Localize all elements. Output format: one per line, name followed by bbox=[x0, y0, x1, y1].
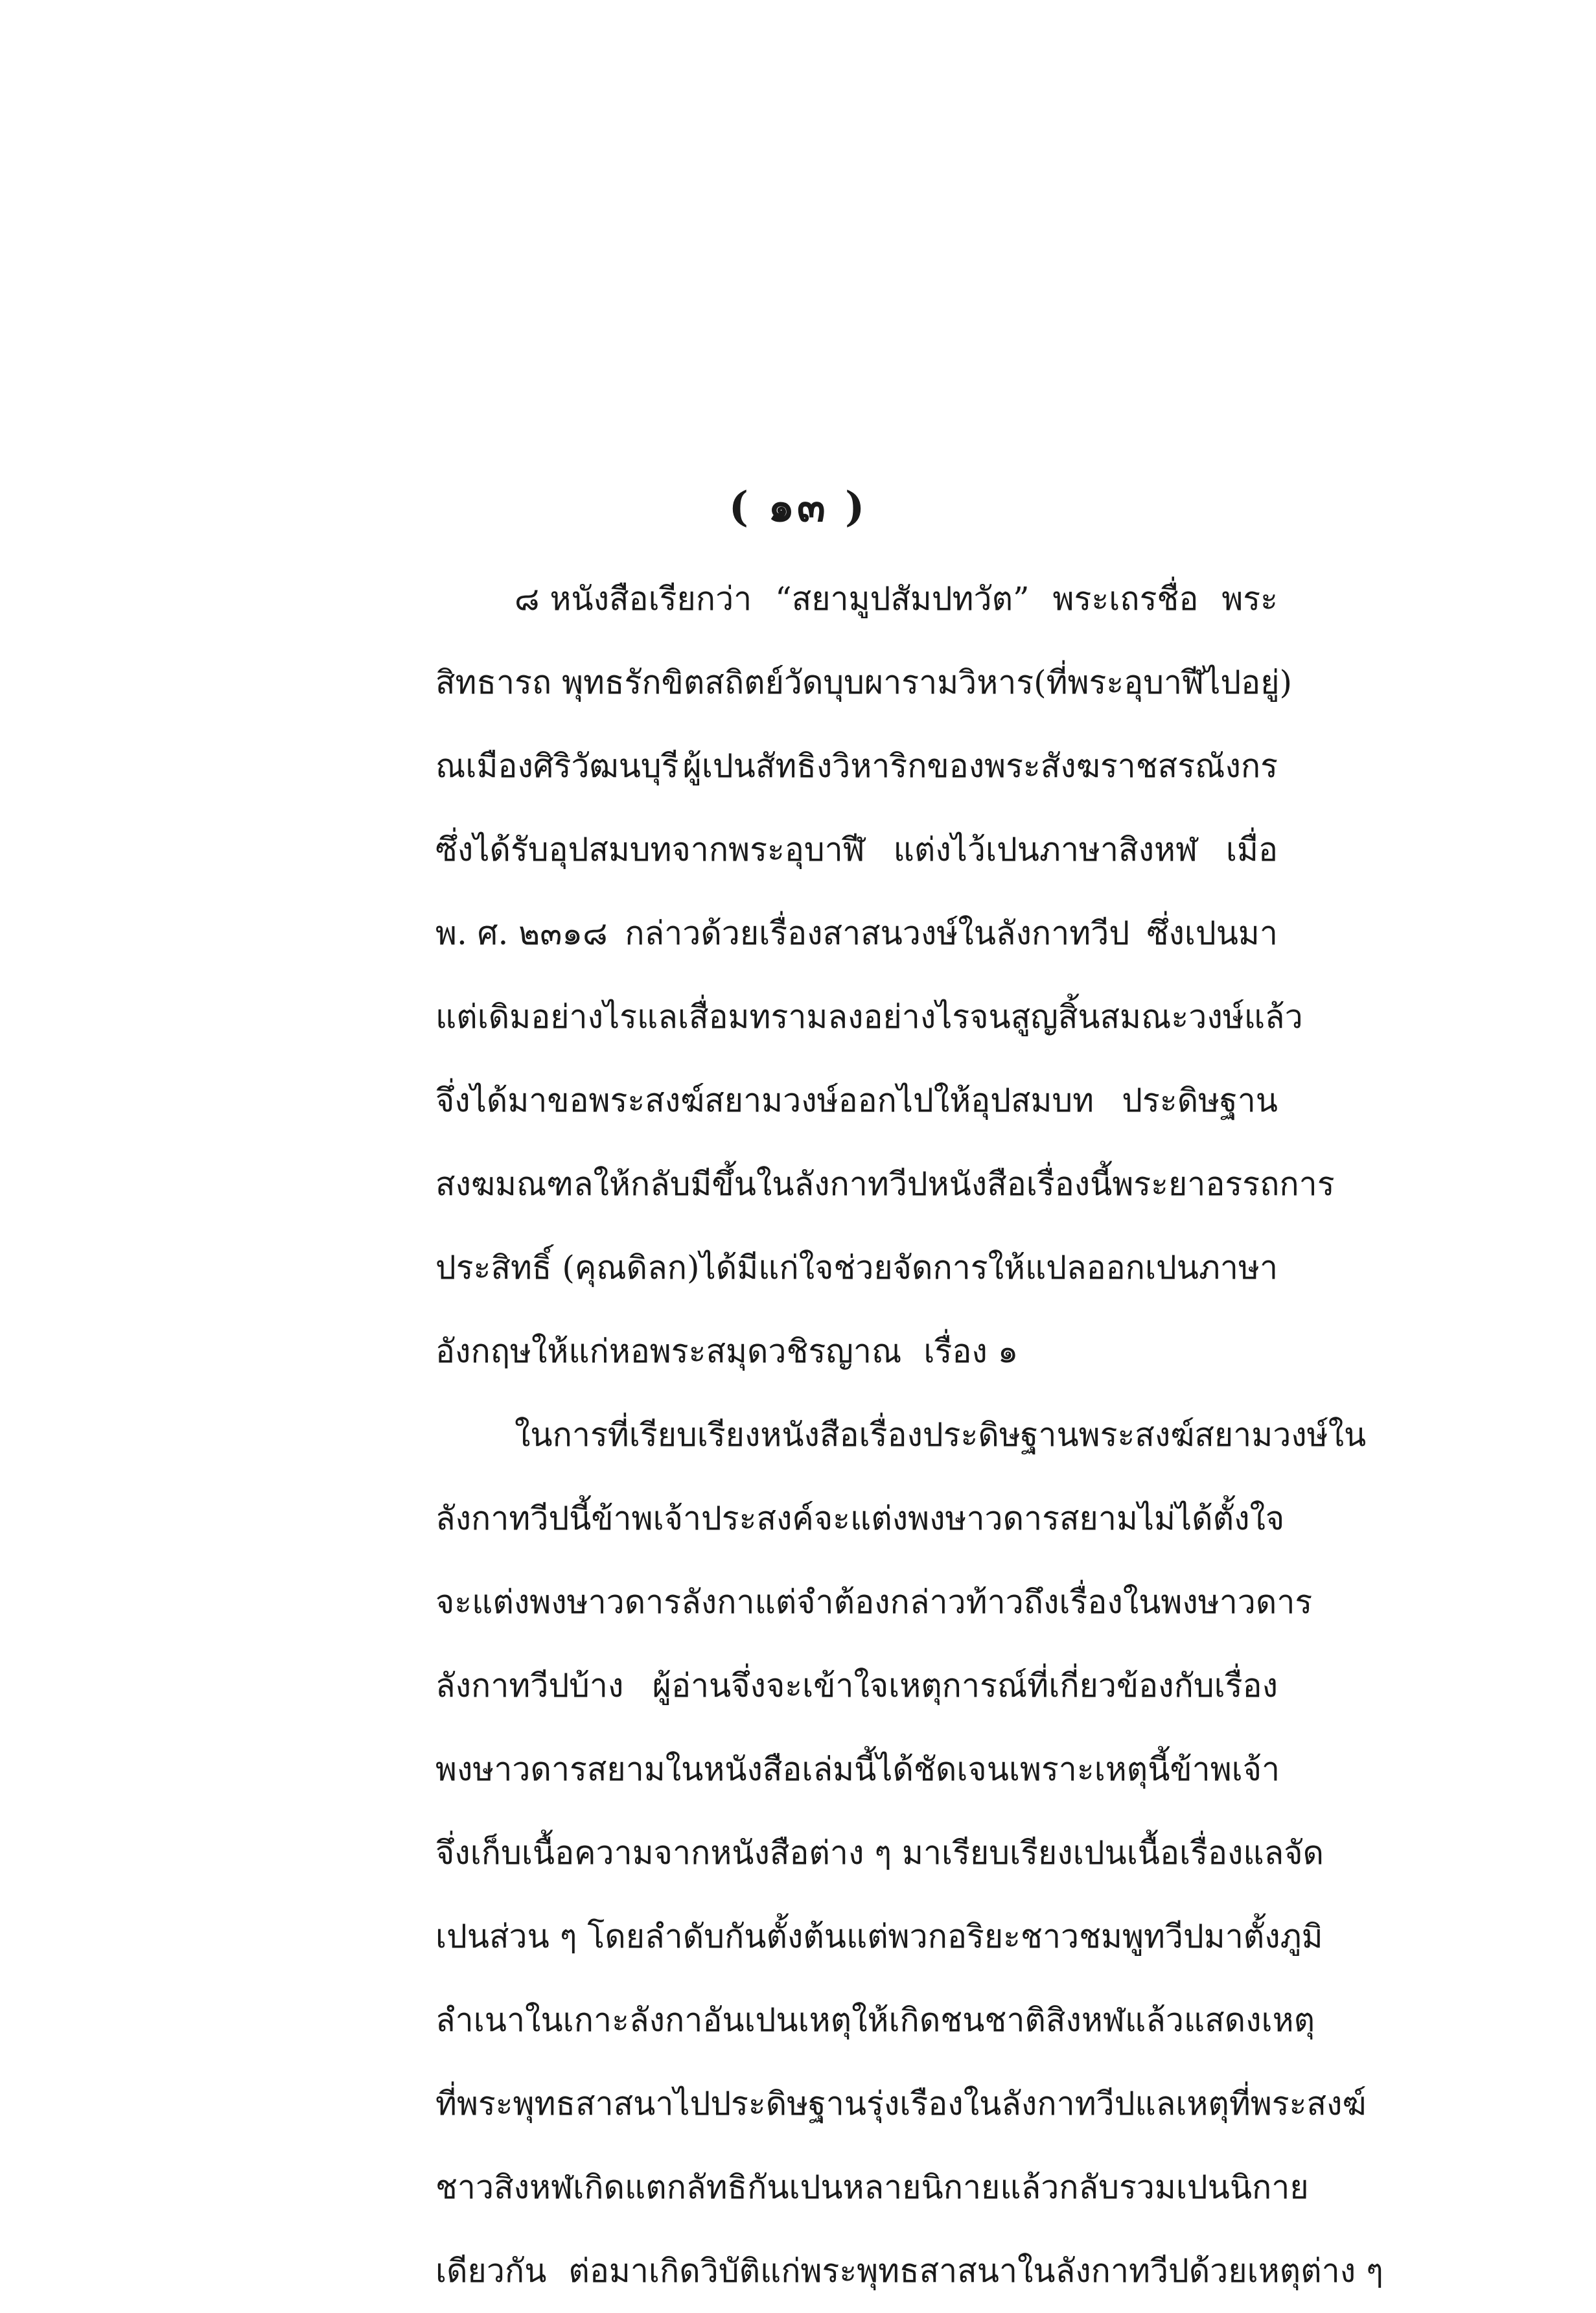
text-line bbox=[435, 2062, 1367, 2146]
text-line bbox=[435, 557, 1278, 641]
text-segment: ซึ่งได้รับอุปสมบทจากพระอุบาฬี bbox=[435, 831, 865, 868]
text-line bbox=[435, 1143, 1335, 1226]
text-segment: พงษาวดารสยามในหนังสือเล่มนี้ได้ชัดเจน bbox=[435, 1750, 1009, 1788]
text-segment: ข้าพเจ้า bbox=[1170, 1750, 1280, 1788]
text-segment: พระ bbox=[1221, 580, 1278, 618]
text-segment: พ. ศ. ๒๓๑๘ bbox=[435, 914, 608, 952]
text-segment: พระยาอรรถการ bbox=[1112, 1165, 1335, 1203]
text-segment: แต่จำต้องกล่าวท้าวถึงเรื่องในพงษาวดาร bbox=[754, 1583, 1313, 1621]
text-segment: อังกฤษให้แก่หอพระสมุดวชิรญาณ bbox=[435, 1332, 902, 1370]
text-segment: ชาวสิงหฬเกิดแตกลัทธิกันเปนหลายนิกาย bbox=[435, 2168, 1000, 2206]
text-segment: ประดิษฐาน bbox=[1122, 1082, 1278, 1119]
body-text bbox=[435, 557, 1383, 2313]
text-segment: (ที่พระอุบาฬีไปอยู่) bbox=[1034, 664, 1293, 701]
text-segment: เมื่อ bbox=[1225, 831, 1278, 868]
text-segment: ที่พระพุทธสาสนาไปประดิษฐานรุ่งเรืองในลังกาทวีป bbox=[435, 2085, 1135, 2122]
text-segment: ต่อมาเกิดวิบัติแก่พระพุทธสาสนาในลังกาทวีปด้วยเหตุต่าง ๆ bbox=[568, 2252, 1383, 2290]
text-segment: ณเมืองศิริวัฒนบุรี bbox=[435, 747, 679, 785]
text-line bbox=[435, 1477, 1285, 1561]
text-segment: เดียวกัน bbox=[435, 2252, 547, 2290]
text-segment: เพราะเหตุนี้ bbox=[1008, 1750, 1170, 1788]
text-segment: อันเปนเหตุให้เกิดชนชาติสิงหฬ bbox=[702, 2001, 1125, 2039]
text-segment: หนังสือเรื่องนี้ bbox=[927, 1165, 1113, 1203]
text-segment: ลังกาทวีปบ้าง bbox=[435, 1667, 624, 1704]
text-segment: ผู้เปนสัทธิงวิหาริกของพระสังฆราชสรณังกร bbox=[682, 747, 1278, 785]
text-line bbox=[435, 1895, 1323, 1979]
text-segment: “สยามูปสัมปทวัต” bbox=[775, 580, 1030, 618]
text-segment: แต่งไว้เปนภาษาสิงหฬ bbox=[893, 831, 1198, 868]
text-segment: แล้วแสดงเหตุ bbox=[1124, 2001, 1315, 2039]
text-segment: สงฆมณฑลให้กลับมีขึ้นในลังกาทวีป bbox=[435, 1165, 928, 1203]
text-segment: สิทธารถ พุทธรักขิต bbox=[435, 664, 705, 701]
text-line bbox=[435, 975, 1303, 1059]
text-segment: ประสิทธิ์ (คุณดิลก) bbox=[435, 1249, 700, 1286]
text-line bbox=[435, 641, 1293, 725]
text-segment: ในการที่เรียบเรียง bbox=[515, 1416, 761, 1454]
text-segment: ๘ หนังสือเรียกว่า bbox=[515, 580, 752, 618]
text-segment: จึ่งได้มาขอพระสงฆ์สยามวงษ์ออกไปให้อุปสมบท bbox=[435, 1082, 1094, 1119]
text-segment: ได้มีแก่ใจช่วยจัดการให้แปลออกเปนภาษา bbox=[699, 1249, 1278, 1286]
text-line bbox=[435, 1811, 1324, 1895]
text-segment: ลำเนาในเกาะลังกา bbox=[435, 2001, 703, 2039]
text-segment: ลังกาทวีปนี้ bbox=[435, 1500, 592, 1537]
text-line bbox=[435, 725, 1278, 808]
text-segment: ซึ่งเปนมา bbox=[1146, 914, 1278, 952]
text-segment: จนสูญสิ้นสมณะวงษ์แล้ว bbox=[969, 998, 1303, 1036]
text-segment: แล้วกลับรวมเปนนิกาย bbox=[1000, 2168, 1309, 2206]
text-line bbox=[435, 1059, 1278, 1143]
text-line bbox=[435, 808, 1278, 892]
text-segment: เรื่อง ๑ bbox=[923, 1332, 1019, 1370]
text-segment: จะแต่งพงษาวดารลังกา bbox=[435, 1583, 755, 1621]
text-segment: หนังสือเรื่อง bbox=[760, 1416, 923, 1454]
text-segment: ผู้อ่านจึ่งจะเข้าใจเหตุการณ์ที่เกี่ยวข้องกับเรื่อง bbox=[652, 1667, 1278, 1704]
text-line bbox=[435, 1561, 1313, 1644]
text-segment: แลจัด bbox=[1243, 1834, 1324, 1872]
text-line bbox=[435, 1393, 1367, 1477]
text-segment: แต่เดิมอย่างไร bbox=[435, 998, 638, 1036]
text-segment: จึ่งเก็บเนื้อความจากหนังสือต่าง ๆ มาเรียบเรียงเปนเนื้อเรื่อง bbox=[435, 1834, 1243, 1872]
text-line bbox=[435, 1226, 1278, 1310]
text-segment: เปนส่วน ๆ โดยลำดับกัน bbox=[435, 1918, 767, 1955]
page-number: ( ๑๓ ) bbox=[728, 483, 868, 531]
text-line bbox=[435, 1979, 1315, 2062]
text-segment: ประดิษฐานพระสงฆ์สยามวงษ์ใน bbox=[922, 1416, 1367, 1454]
text-segment: พระเถรชื่อ bbox=[1052, 580, 1199, 618]
text-segment: แลเสื่อมทรามลงอย่างไร bbox=[637, 998, 970, 1036]
text-line bbox=[435, 2146, 1309, 2229]
text-segment: ข้าพเจ้าประสงค์จะแต่งพงษาวดารสยาม bbox=[591, 1500, 1138, 1537]
text-segment: ตั้งต้นแต่พวกอริยะชาวชมพูทวีปมาตั้งภูมิ bbox=[766, 1918, 1323, 1955]
text-segment: ไม่ได้ตั้งใจ bbox=[1137, 1500, 1285, 1537]
text-segment: แลเหตุที่พระสงฆ์ bbox=[1135, 2085, 1367, 2122]
text-line bbox=[435, 892, 1278, 975]
text-line bbox=[435, 1728, 1278, 1811]
text-line bbox=[435, 1644, 1278, 1728]
text-segment: สถิตย์วัดบุบผารามวิหาร bbox=[704, 664, 1034, 701]
text-line bbox=[435, 2229, 1383, 2313]
text-segment: กล่าวด้วยเรื่องสาสนวงษ์ในลังกาทวีป bbox=[625, 914, 1130, 952]
text-line bbox=[435, 1310, 1278, 1393]
